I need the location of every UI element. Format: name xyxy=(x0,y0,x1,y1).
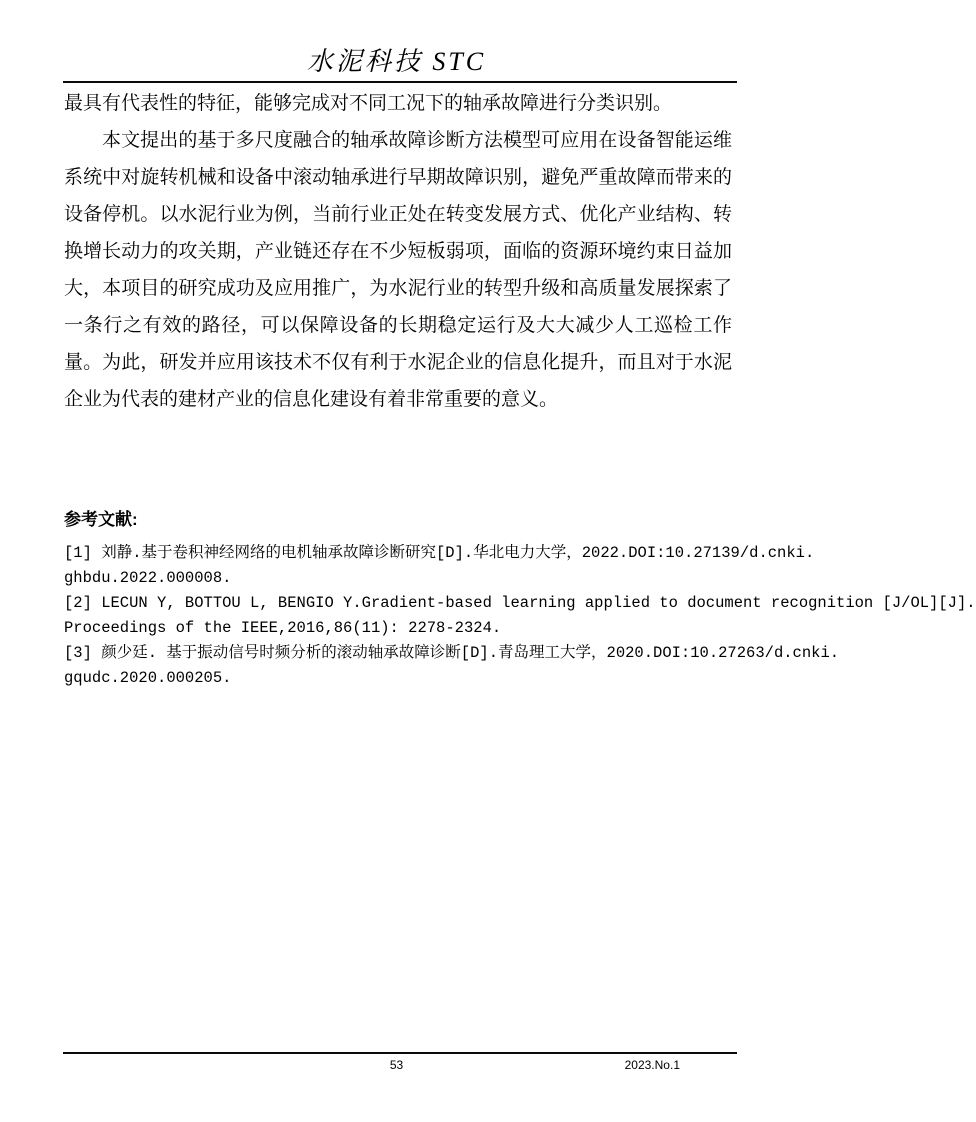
paragraph-continuation-line: 最具有代表性的特征，能够完成对不同工况下的轴承故障进行分类识别。 xyxy=(64,93,673,114)
footer-rule xyxy=(63,1052,737,1054)
paragraph-line: 大，本项目的研究成功及应用推广，为水泥行业的转型升级和高质量发展探索了 xyxy=(64,278,732,299)
reference-line: [3] 颜少廷. 基于振动信号时频分析的滚动轴承故障诊断[D].青岛理工大学，2020.DOI:10.27263/d.cnki. xyxy=(64,644,840,662)
journal-title: 水泥科技 STC xyxy=(306,47,487,76)
header-rule xyxy=(63,81,737,83)
references-section xyxy=(64,505,976,691)
reference-line: [2] LECUN Y, BOTTOU L, BENGIO Y.Gradient-based learning applied to document recognition [J/OL][J]. xyxy=(64,594,976,612)
page-number: 53 xyxy=(389,1058,404,1072)
reference-line: ghbdu.2022.000008. xyxy=(64,569,232,587)
paragraph-line: 一条行之有效的路径，可以保障设备的长期稳定运行及大大减少人工巡检工作 xyxy=(64,315,732,336)
paragraph-line: 企业为代表的建材产业的信息化建设有着非常重要的意义。 xyxy=(64,389,559,410)
body-paragraph xyxy=(64,122,732,418)
paragraph-line: 换增长动力的攻关期，产业链还存在不少短板弱项，面临的资源环境约束日益加 xyxy=(64,241,732,262)
reference-line: [1] 刘静.基于卷积神经网络的电机轴承故障诊断研究[D].华北电力大学，2022.DOI:10.27139/d.cnki. xyxy=(64,544,815,562)
references-list xyxy=(64,541,976,691)
paragraph-line: 系统中对旋转机械和设备中滚动轴承进行早期故障识别，避免严重故障而带来的 xyxy=(64,167,732,188)
reference-line: Proceedings of the IEEE,2016,86(11): 2278-2324. xyxy=(64,619,502,637)
issue-number: 2023.No.1 xyxy=(624,1058,680,1072)
reference-line: gqudc.2020.000205. xyxy=(64,669,232,687)
paragraph-line: 量。为此，研发并应用该技术不仅有利于水泥企业的信息化提升，而且对于水泥 xyxy=(64,352,732,373)
paragraph-line: 设备停机。以水泥行业为例，当前行业正处在转变发展方式、优化产业结构、转 xyxy=(64,204,732,225)
paragraph-line: 本文提出的基于多尺度融合的轴承故障诊断方法模型可应用在设备智能运维 xyxy=(102,130,732,151)
references-heading: 参考文献: xyxy=(64,510,138,529)
body-text xyxy=(64,85,732,418)
